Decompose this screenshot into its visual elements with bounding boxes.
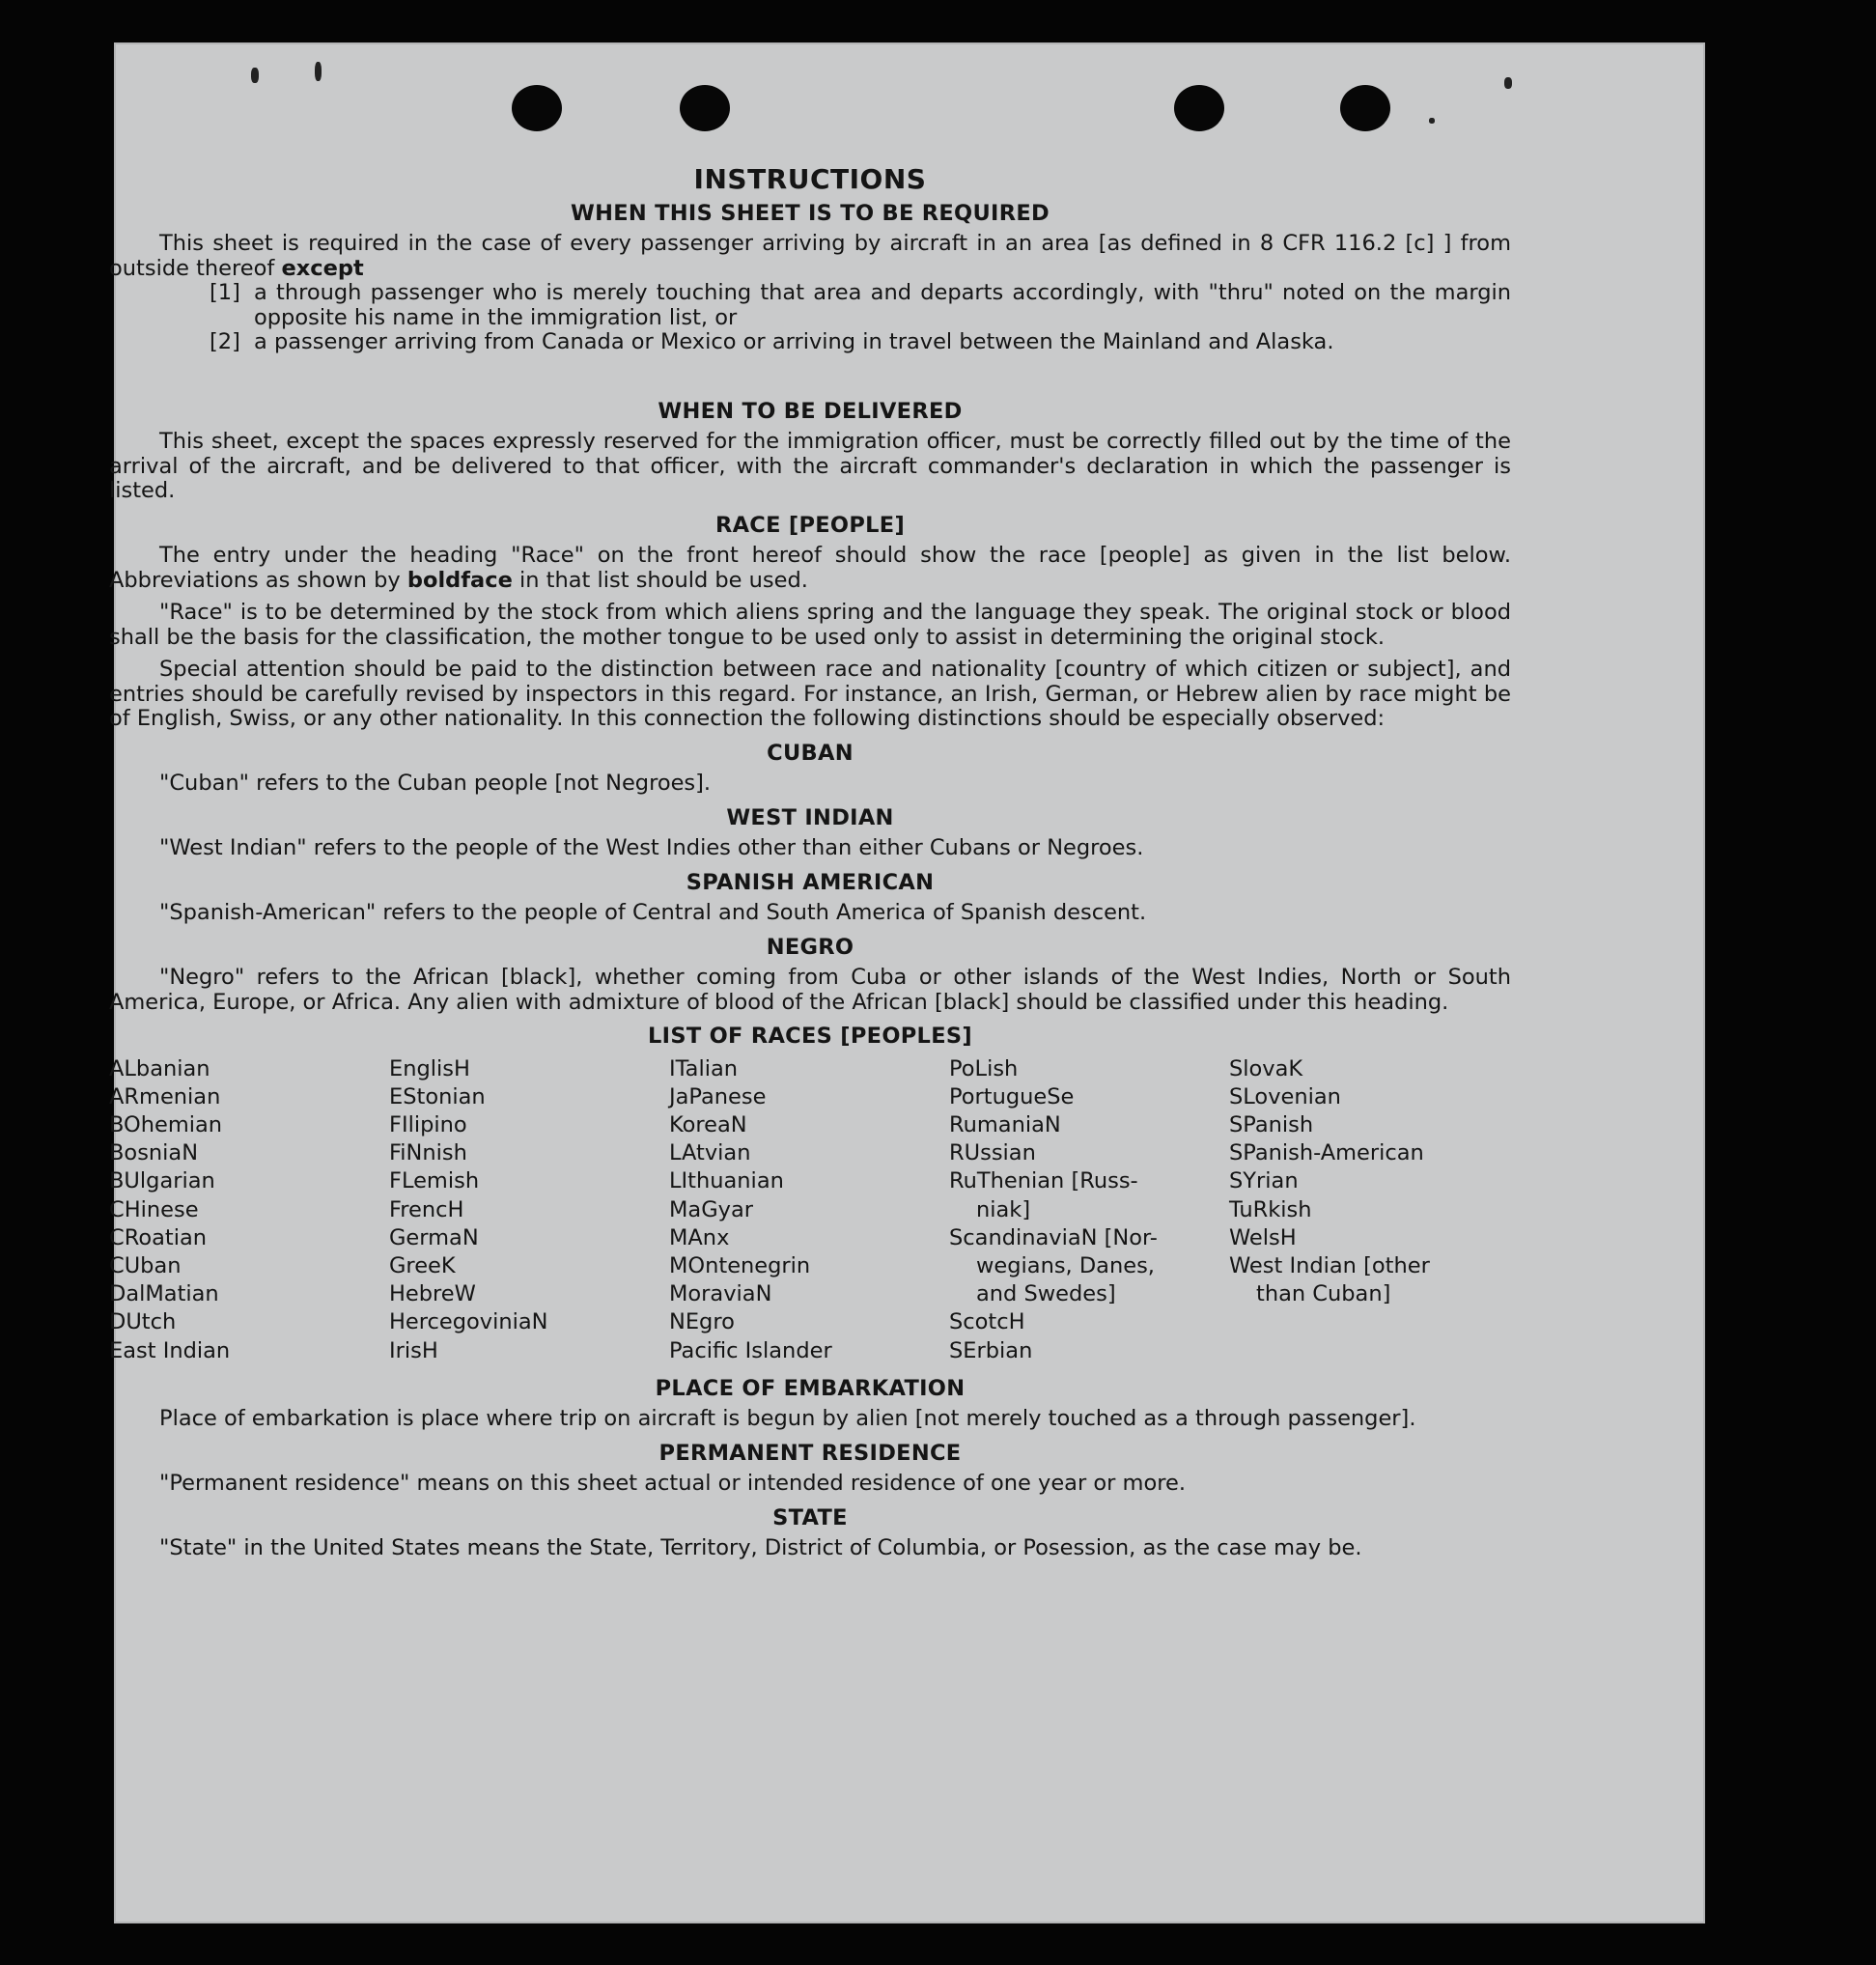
ink-speck — [1504, 77, 1512, 89]
section-heading-spanish-american: SPANISH AMERICAN — [686, 869, 935, 895]
section-heading-required: WHEN THIS SHEET IS TO BE REQUIRED — [570, 200, 1050, 226]
race-entry: RuThenian [Russ- — [949, 1168, 1138, 1194]
race-entry: WelsH — [1229, 1224, 1297, 1250]
race-entry: HercegoviniaN — [389, 1309, 548, 1335]
embarkation-text: Place of embarkation is place where trip on aircraft is begun by alien [not merely touched as a through passenger]. — [159, 1406, 1416, 1432]
race-entry: SYrian — [1229, 1168, 1299, 1194]
race-entry: DalMatian — [109, 1281, 219, 1307]
race-entry: KoreaN — [669, 1111, 747, 1137]
race-entry: than Cuban] — [1256, 1281, 1391, 1307]
race-entry: CUban — [109, 1252, 182, 1278]
race-entry: and Swedes] — [976, 1281, 1116, 1307]
race-entry: East Indian — [109, 1337, 231, 1363]
race-entry: FIlipino — [389, 1111, 467, 1137]
section-heading-race: RACE [PEOPLE] — [714, 512, 906, 538]
race-entry: SlovaK — [1229, 1055, 1303, 1081]
west-indian-text: "West Indian" refers to the people of the West Indies other than either Cubans or Negroes. — [159, 835, 1144, 860]
race-entry: MaGyar — [669, 1196, 753, 1222]
ink-speck — [315, 62, 322, 81]
race-entry: LIthuanian — [669, 1168, 784, 1194]
race-entry: IrisH — [389, 1337, 438, 1363]
section-heading-negro: NEGRO — [766, 934, 854, 960]
instructions-content — [109, 117, 1511, 1561]
race-entry: NEgro — [669, 1309, 735, 1335]
negro-text: "Negro" refers to the African [black], whether coming from Cuba or other islands of the West Indies, North or South America, Europe, or Africa. Any alien with admixture of blood of the African [black] should be classified under this heading. — [109, 965, 1511, 1015]
section-heading-state: STATE — [772, 1504, 848, 1530]
spanish-american-text: "Spanish-American" refers to the people of Central and South America of Spanish descent. — [159, 900, 1147, 925]
races-list — [109, 1055, 1511, 1365]
race-entry: MOntenegrin — [669, 1252, 811, 1278]
race-paragraph-3: Special attention should be paid to the distinction between race and nationality [country of which citizen or subject], and entries should be carefully revised by inspectors in this regard. For instance, an Irish, German, or Hebrew alien by race might be of English, Swiss, or any other nationality. In this connection the following distinctions should be especially observed: — [109, 657, 1511, 731]
race-paragraph-1: The entry under the heading "Race" on the front hereof should show the race [people] as given in the list below. Abbreviations as shown by boldface in that list should be used. — [109, 543, 1511, 593]
race-entry: ScandinaviaN [Nor- — [949, 1224, 1158, 1250]
races-column — [389, 1055, 669, 1365]
race-entry: GreeK — [389, 1252, 456, 1278]
race-entry: SPanish — [1229, 1111, 1314, 1137]
race-entry: SLovenian — [1229, 1083, 1341, 1109]
section-heading-delivered: WHEN TO BE DELIVERED — [658, 398, 963, 424]
race-entry: RumaniaN — [949, 1111, 1061, 1137]
race-entry: EStonian — [389, 1083, 486, 1109]
race-entry: ITalian — [669, 1055, 738, 1081]
race-entry: wegians, Danes, — [976, 1252, 1155, 1278]
race-entry: BosniaN — [109, 1140, 199, 1166]
race-entry: ScotcH — [949, 1309, 1025, 1335]
page-title: INSTRUCTIONS — [693, 163, 927, 195]
race-entry: PortugueSe — [949, 1083, 1075, 1109]
section-heading-west-indian: WEST INDIAN — [726, 804, 894, 830]
race-entry: PoLish — [949, 1055, 1019, 1081]
required-item-2: [2] a passenger arriving from Canada or Mexico or arriving in travel between the Mainland and Alaska. — [210, 329, 1334, 354]
race-entry: EnglisH — [389, 1055, 470, 1081]
race-entry: SErbian — [949, 1337, 1033, 1363]
races-column — [109, 1055, 389, 1365]
section-heading-embarkation: PLACE OF EMBARKATION — [655, 1375, 966, 1401]
race-paragraph-2: "Race" is to be determined by the stock from which aliens spring and the language they speak. The original stock or blood shall be the basis for the classification, the mother tongue to be used only to assist in determining the original stock. — [109, 600, 1511, 650]
race-entry: SPanish-American — [1229, 1140, 1424, 1166]
state-text: "State" in the United States means the State, Territory, District of Columbia, or Posession, as the case may be. — [159, 1535, 1362, 1561]
race-entry: MoraviaN — [669, 1281, 772, 1307]
race-entry: FLemish — [389, 1168, 480, 1194]
race-entry: JaPanese — [669, 1083, 767, 1109]
race-entry: ALbanian — [109, 1055, 210, 1081]
race-entry: CRoatian — [109, 1224, 208, 1250]
race-entry: BUlgarian — [109, 1168, 215, 1194]
section-heading-races-list: LIST OF RACES [PEOPLES] — [648, 1024, 972, 1049]
residence-text: "Permanent residence" means on this sheet actual or intended residence of one year or more. — [159, 1471, 1186, 1497]
races-column — [669, 1055, 949, 1365]
race-entry: Pacific Islander — [669, 1337, 832, 1363]
race-entry: FiNnish — [389, 1140, 467, 1166]
required-item-1: [1] a through passenger who is merely touching that area and departs accordingly, with "thru" noted on the margin opposite his name in the immigration list, or — [210, 280, 1511, 330]
section-heading-cuban: CUBAN — [767, 740, 854, 766]
race-entry: West Indian [other — [1229, 1252, 1430, 1278]
race-entry: FrencH — [389, 1196, 464, 1222]
race-entry: DUtch — [109, 1309, 177, 1335]
races-column — [949, 1055, 1229, 1365]
race-entry: BOhemian — [109, 1111, 223, 1137]
race-entry: niak] — [976, 1196, 1031, 1222]
delivered-text: This sheet, except the spaces expressly reserved for the immigration officer, must be correctly filled out by the time of the arrival of the aircraft, and be delivered to that officer, with the aircraft commander's declaration in which the passenger is listed. — [109, 429, 1511, 503]
race-entry: LAtvian — [669, 1140, 751, 1166]
section-heading-residence: PERMANENT RESIDENCE — [658, 1440, 962, 1466]
race-entry: GermaN — [389, 1224, 479, 1250]
races-column — [1229, 1055, 1509, 1365]
race-entry: HebreW — [389, 1281, 476, 1307]
race-entry: MAnx — [669, 1224, 730, 1250]
race-entry: TuRkish — [1229, 1196, 1312, 1222]
race-entry: RUssian — [949, 1140, 1036, 1166]
race-entry: CHinese — [109, 1196, 199, 1222]
cuban-text: "Cuban" refers to the Cuban people [not Negroes]. — [159, 771, 712, 796]
required-intro: This sheet is required in the case of every passenger arriving by aircraft in an area [as defined in 8 CFR 116.2 [c] ] from outside thereof except — [109, 231, 1511, 281]
race-entry: ARmenian — [109, 1083, 221, 1109]
ink-speck — [251, 68, 259, 83]
